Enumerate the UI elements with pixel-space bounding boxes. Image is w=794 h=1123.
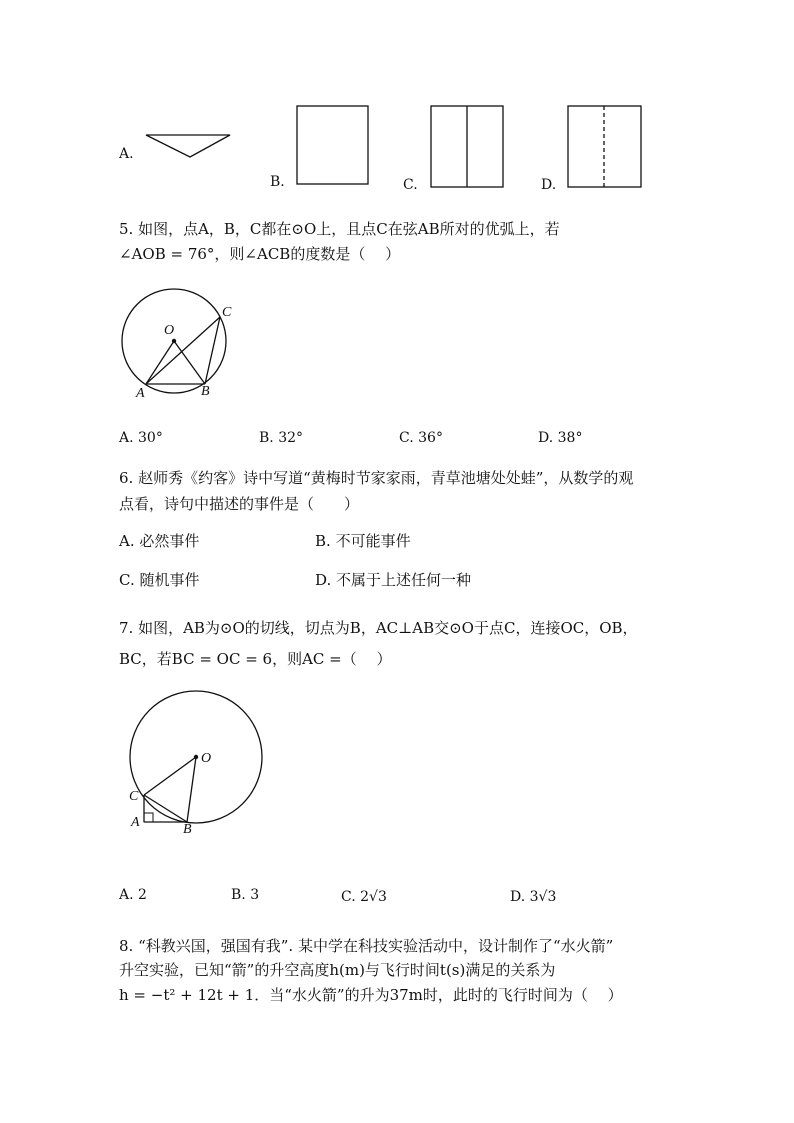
q5-option-d: D. 38° <box>538 430 583 446</box>
q4-option-d-letter: D. <box>541 177 557 193</box>
q6-stem-line2: 点看，诗句中描述的事件是（ ） <box>119 495 360 513</box>
q5-option-b: B. 32° <box>259 430 304 446</box>
q8-stem-line1: 8. “科教兴国，强国有我”. 某中学在科技实验活动中，设计制作了“水火箭” <box>119 937 614 955</box>
q8-stem-line3: h = −t² + 12t + 1．当“水火箭”的升为37m时，此时的飞行时间为（ ） <box>119 986 623 1004</box>
q8-stem-line2: 升空实验，已知“箭”的升空高度h(m)与飞行时间t(s)满足的关系为 <box>119 961 556 979</box>
q4-option-b-letter: B. <box>270 174 285 190</box>
q5-stem-line1: 5. 如图，点A，B，C都在⊙O上，且点C在弦AB所对的优弧上，若 <box>119 220 560 238</box>
q5-option-a: A. 30° <box>119 430 163 446</box>
q7-label-b: B <box>183 822 192 837</box>
q5-label-c: C <box>222 305 232 320</box>
q7-label-a: A <box>131 815 140 830</box>
q6-option-b: B. 不可能事件 <box>315 532 411 550</box>
q4-option-a-letter: A. <box>119 146 134 162</box>
q4-option-c-letter: C. <box>403 177 418 193</box>
q5-label-b: B <box>201 384 210 399</box>
q5-label-o: O <box>164 323 175 338</box>
q5-label-a: A <box>136 386 145 401</box>
q6-stem-line1: 6. 赵师秀《约客》诗中写道“黄梅时节家家雨，青草池塘处处蛙”，从数学的观 <box>119 469 634 487</box>
q7-stem-line2: BC，若BC = OC = 6，则AC =（ ） <box>119 650 392 668</box>
q5-option-c: C. 36° <box>399 430 443 446</box>
q6-option-c: C. 随机事件 <box>119 571 200 589</box>
q7-option-c: C. 2√3 <box>341 889 387 905</box>
q6-option-d: D. 不属于上述任何一种 <box>315 571 472 589</box>
q7-label-c: C <box>129 789 139 804</box>
q7-stem-line1: 7. 如图，AB为⊙O的切线，切点为B，AC⊥AB交⊙O于点C，连接OC，OB， <box>119 619 638 637</box>
q7-option-b: B. 3 <box>231 887 260 903</box>
q7-option-d: D. 3√3 <box>510 889 557 905</box>
q5-stem-line2: ∠AOB = 76°，则∠ACB的度数是（ ） <box>119 245 401 263</box>
q7-option-a: A. 2 <box>119 887 147 903</box>
q7-label-o: O <box>201 751 212 766</box>
q6-option-a: A. 必然事件 <box>119 532 200 550</box>
